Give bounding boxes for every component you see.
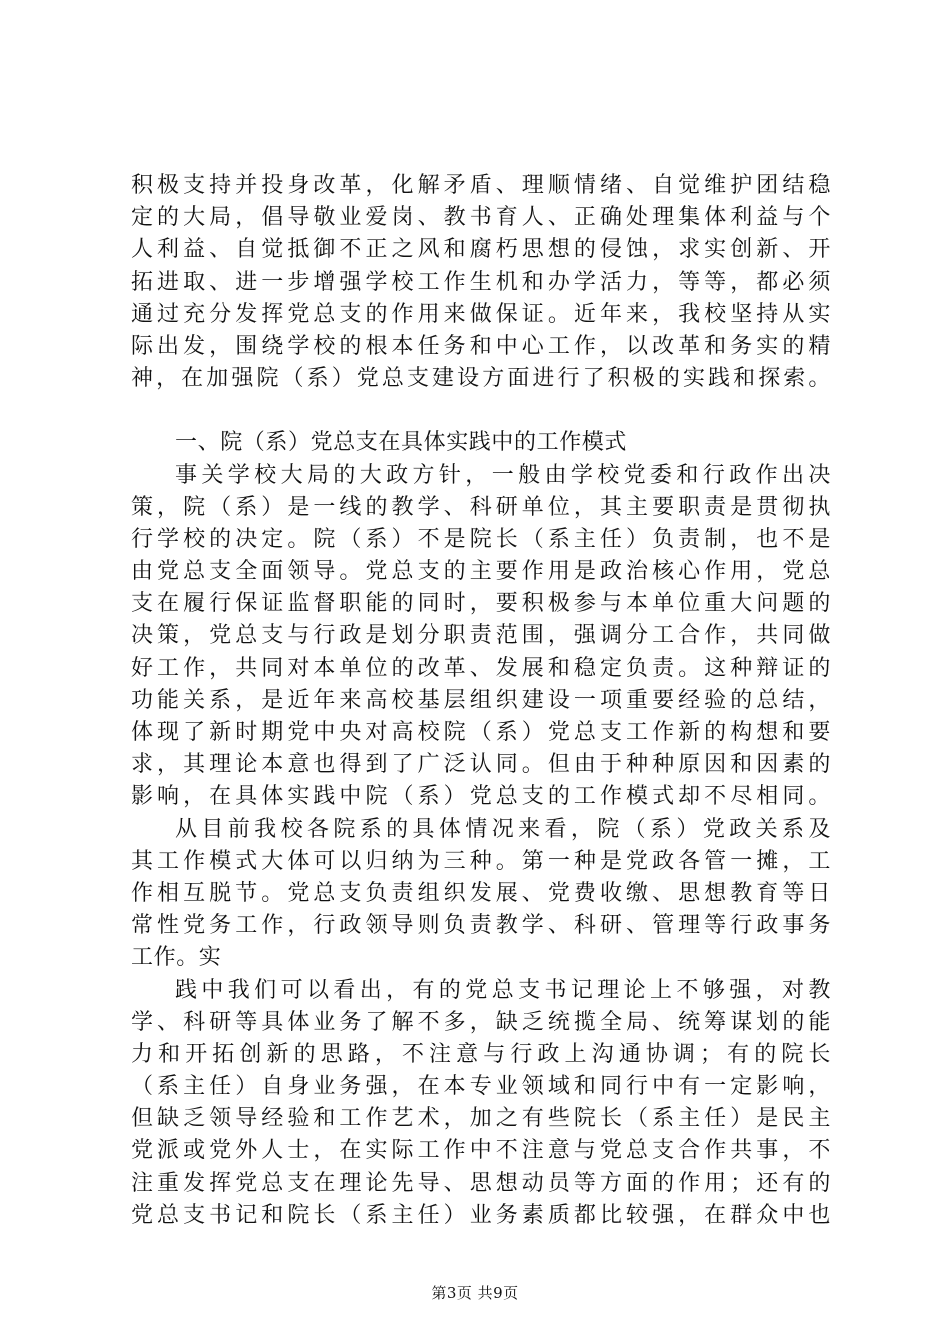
text-line: 拓进取、进一步增强学校工作生机和办学活力，等等，都必须 [131, 269, 831, 295]
text-line: 决策，党总支与行政是划分职责范围，强调分工合作，共同做 [131, 623, 831, 649]
text-line: 策，院（系）是一线的教学、科研单位，其主要职责是贯彻执 [131, 494, 831, 520]
text-line: 作相互脱节。党总支负责组织发展、党费收缴、思想教育等日 [131, 880, 831, 906]
text-line: 由党总支全面领导。党总支的主要作用是政治核心作用，党总 [131, 559, 831, 585]
text-line: 党总支书记和院长（系主任）业务素质都比较强，在群众中也 [131, 1202, 831, 1228]
text-line: 践中我们可以看出，有的党总支书记理论上不够强，对教 [175, 977, 831, 1003]
text-line: 通过充分发挥党总支的作用来做保证。近年来，我校坚持从实 [131, 301, 831, 327]
text-line: 力和开拓创新的思路，不注意与行政上沟通协调；有的院长 [131, 1041, 831, 1067]
text-line: 人利益、自觉抵御不正之风和腐朽思想的侵蚀，求实创新、开 [131, 237, 831, 263]
paragraph [131, 814, 831, 975]
text-line: 常性党务工作，行政领导则负责教学、科研、管理等行政事务 [131, 913, 831, 939]
paragraph-gap [131, 395, 831, 427]
text-line: 体现了新时期党中央对高校院（系）党总支工作新的构想和要 [131, 720, 831, 745]
page-number-footer: 第3页 共9页 [431, 1284, 519, 1302]
text-line: 支在履行保证监督职能的同时，要积极参与本单位重大问题的 [131, 591, 831, 617]
text-line: （系主任）自身业务强，在本专业领域和同行中有一定影响， [131, 1074, 831, 1100]
text-line: 影响，在具体实践中院（系）党总支的工作模式却不尽相同。 [131, 784, 831, 810]
text-line: 事关学校大局的大政方针，一般由学校党委和行政作出决 [175, 462, 831, 488]
text-line: 从目前我校各院系的具体情况来看，院（系）党政关系及 [175, 816, 831, 842]
text-line: 学、科研等具体业务了解不多，缺乏统揽全局、统筹谋划的能 [131, 1009, 831, 1035]
text-line: 际出发，围绕学校的根本任务和中心工作，以改革和务实的精 [131, 333, 831, 359]
text-line: 好工作，共同对本单位的改革、发展和稳定负责。这种辩证的 [131, 655, 831, 681]
text-line: 其工作模式大体可以归纳为三种。第一种是党政各管一摊，工 [131, 848, 831, 874]
text-line: 定的大局，倡导敬业爱岗、教书育人、正确处理集体利益与个 [131, 205, 831, 231]
text-line: 求，其理论本意也得到了广泛认同。但由于种种原因和因素的 [131, 752, 831, 778]
text-line: 注重发挥党总支在理论先导、思想动员等方面的作用；还有的 [131, 1170, 831, 1196]
text-line: 功能关系，是近年来高校基层组织建设一项重要经验的总结， [131, 687, 831, 713]
text-line: 行学校的决定。院（系）不是院长（系主任）负责制，也不是 [131, 526, 831, 552]
section-heading [131, 427, 831, 459]
text-line: 党派或党外人士，在实际工作中不注意与党总支合作共事，不 [131, 1138, 831, 1164]
heading-line: 一、院（系）党总支在具体实践中的工作模式 [175, 430, 628, 456]
text-line: 神，在加强院（系）党总支建设方面进行了积极的实践和探索。 [131, 366, 831, 392]
paragraph [131, 460, 831, 814]
document-body [131, 170, 831, 1232]
text-line: 工作。实 [131, 945, 222, 971]
text-line: 积极支持并投身改革，化解矛盾、理顺情绪、自觉维护团结稳 [131, 173, 831, 198]
paragraph [131, 170, 831, 395]
text-line: 但缺乏领导经验和工作艺术，加之有些院长（系主任）是民主 [131, 1106, 831, 1132]
paragraph [131, 975, 831, 1233]
